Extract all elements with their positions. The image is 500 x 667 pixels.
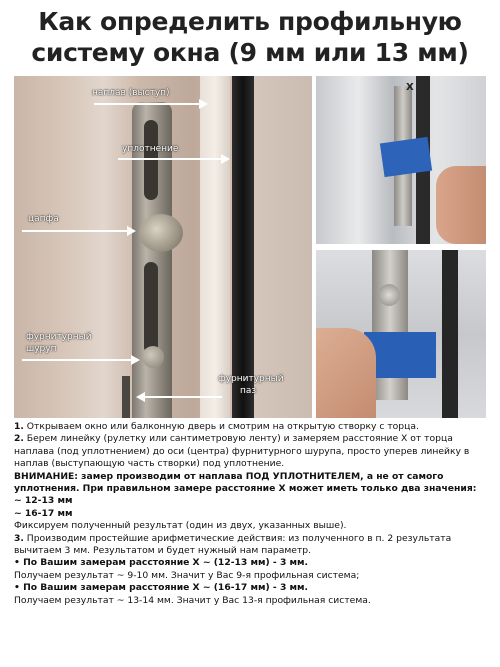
step-3-text: Производим простейшие арифметические действия: из полученного в п. 2 результата вычитаем 3 мм. Результатом и будет нужный нам параметр. [14,532,452,557]
arrow-uplotnenie [118,158,228,160]
frame-edge [200,76,230,418]
label-uplotnenie: уплотнение [122,144,179,154]
step-3-number: 3. [14,532,24,544]
label-paz-2: паз [240,386,257,396]
label-naplav: наплав (выступ) [92,88,170,98]
step-2 [14,433,488,470]
hand [316,328,376,418]
x-measure-label: X [406,82,414,93]
step-1 [14,421,488,433]
frame-dark-edge-2 [442,250,458,418]
cam-pin [139,214,183,252]
arrow-naplav [94,103,206,105]
step-1-text: Открываем окно или балконную дверь и смотрим на открытую створку с торца. [23,421,419,432]
ruler-photo-top [316,76,486,244]
main-photo [14,76,312,418]
step-1-number: 1. [14,421,24,432]
warning: ВНИМАНИЕ: замер производим от наплава ПОД УПЛОТНИТЕЛЕМ, а не от самого уплотнения. При правильном замере расстояние X может иметь только два значения: [14,470,477,495]
value-2: ~ 16-17 мм [14,507,73,519]
arrow-shurup [22,359,138,361]
title-line-2: систему окна (9 мм или 13 мм) [31,38,469,67]
step-2-text: Берем линейку (рулетку или сантиметровую ленту) и замеряем расстояние X от торца наплава (под уплотнением) до оси (центра) фурнитурного шурупа, просто уперев линейку в наплав (выступающую часть створки) под уплотнение. [14,433,470,470]
fitting-groove [122,376,130,418]
instructions [14,421,488,607]
label-shurup-1: фурнитурный [26,332,92,342]
ruler-photo-bottom [316,250,486,418]
arrow-paz [138,396,222,398]
step-3 [14,533,488,558]
screw-detail [378,284,400,306]
fitting-slot-top [144,120,158,200]
case-2-head: • По Вашим замерам расстояние X ~ (16-17 мм) - 3 мм. [14,582,309,594]
label-capfa: цапфа [28,214,59,224]
title-line-1: Как определить профильную [38,7,462,36]
case-1-head: • По Вашим замерам расстояние X ~ (12-13 мм) - 3 мм. [14,557,309,569]
page-title [0,6,500,68]
arrow-capfa [22,230,134,232]
fitting-slot-bottom [144,262,158,354]
label-shurup-2: шуруп [26,344,57,354]
fingers [436,166,486,244]
step-2-number: 2. [14,433,24,445]
fix-result: Фиксируем полученный результат (один из двух, указанных выше). [14,520,347,532]
seal-strip [232,76,257,418]
ruler-blue [380,137,432,177]
case-1-result: Получаем результат ~ 9-10 мм. Значит у Вас 9-я профильная система; [14,569,360,581]
case-2-result: Получаем результат ~ 13-14 мм. Значит у Вас 13-я профильная система. [14,594,371,606]
label-paz-1: фурнитурный [218,374,284,384]
value-1: ~ 12-13 мм [14,495,73,507]
screw-head [142,346,164,368]
